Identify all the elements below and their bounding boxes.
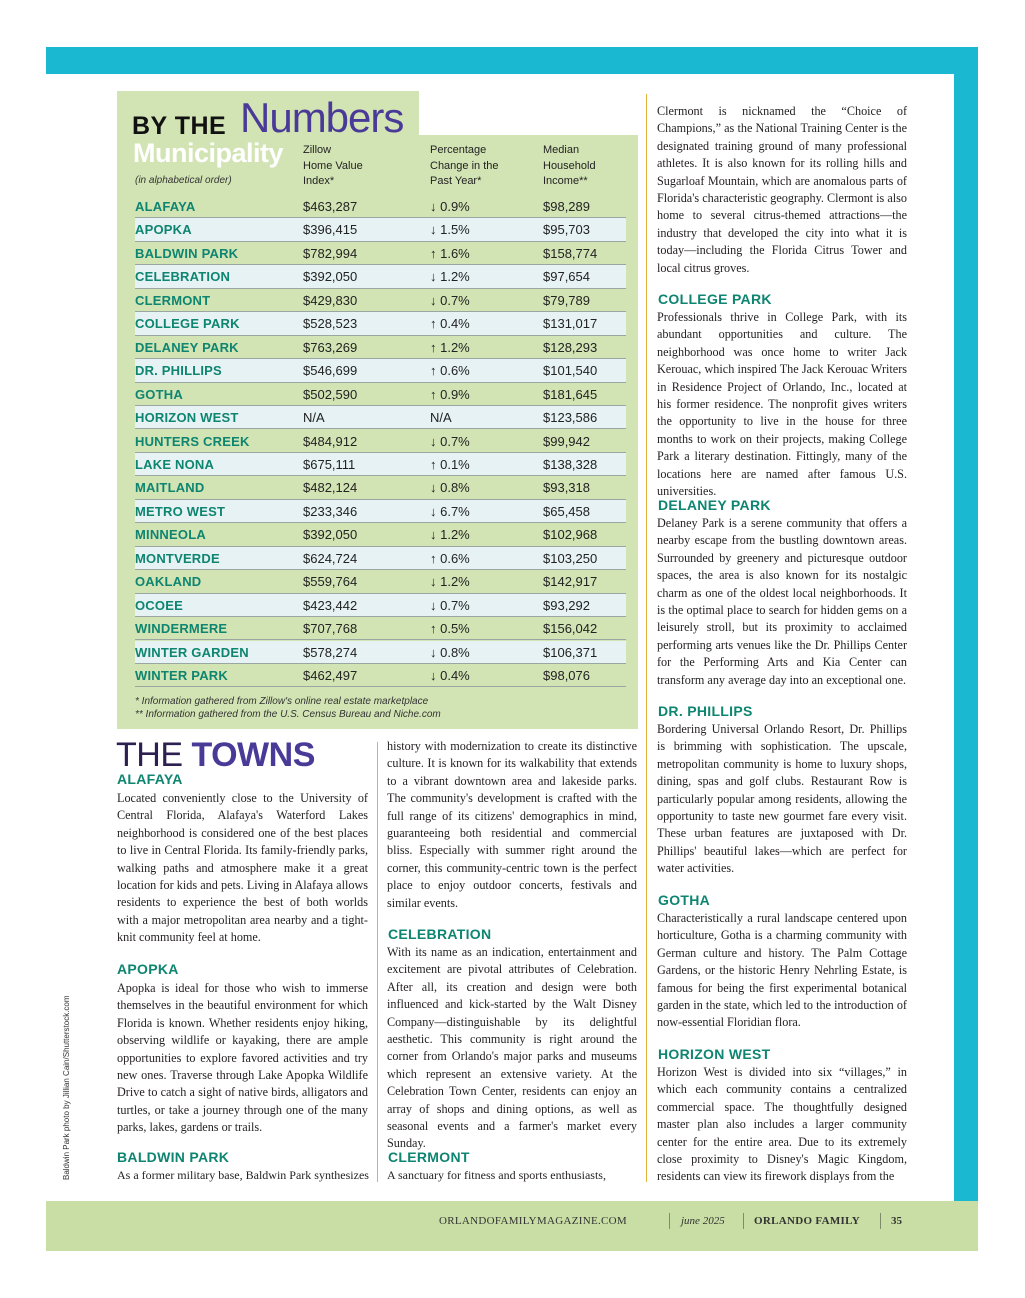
percent-change: ↑ 0.4%	[430, 316, 470, 332]
home-value-index: $462,497	[303, 668, 358, 683]
right-color-band	[954, 47, 978, 1213]
municipality-name: CLERMONT	[135, 292, 211, 308]
table-row	[135, 312, 626, 335]
home-value-index: $624,724	[303, 550, 358, 566]
percent-change: ↓ 1.2%	[430, 527, 470, 543]
pct-header-line: Percentage	[430, 144, 487, 156]
table-row	[135, 570, 626, 593]
footer-magazine-name: ORLANDO FAMILY	[754, 1215, 860, 1227]
table-row	[135, 523, 626, 546]
paragraph-dr-phillips: Bordering Universal Orlando Resort, Dr. Phillips is brimming with sophistication. The upscale, metropolitan community is home to luxury shops, dining, spas and golf clubs. Restaurant Row is particularly popular among residents, allowing the opportunity to taste new gourmet fare every visit. These urban features are juxtaposed with Dr. Phillips' beautiful lakes—which are perfect for water activities.	[657, 722, 907, 876]
section-heading-clermont: CLERMONT	[388, 1149, 470, 1165]
home-value-index: $233,346	[303, 503, 358, 519]
footer-issue: june 2025	[681, 1215, 725, 1227]
table-row	[135, 500, 626, 523]
median-income: $98,289	[543, 199, 590, 214]
percent-change: ↓ 0.7%	[430, 597, 470, 613]
municipality-name: APOPKA	[135, 222, 192, 238]
median-income: $95,703	[543, 222, 590, 238]
median-income: $98,076	[543, 668, 590, 683]
table-row	[135, 218, 626, 241]
median-income: $128,293	[543, 339, 598, 355]
footer-site: ORLANDOFAMILYMAGAZINE.COM	[439, 1215, 627, 1227]
section-heading-college-park: COLLEGE PARK	[658, 291, 772, 307]
towns-title-light: THE	[116, 736, 183, 774]
footer-page-number: 35	[891, 1215, 902, 1227]
percent-change: ↓ 0.8%	[430, 480, 470, 496]
section-heading-dr-phillips: DR. PHILLIPS	[658, 703, 753, 719]
home-value-index: $429,830	[303, 292, 358, 308]
median-income: $102,968	[543, 527, 598, 543]
paragraph-baldwin-park-start: As a former military base, Baldwin Park synthesizes	[117, 1168, 369, 1182]
pct-header-line: Past Year*	[430, 175, 482, 187]
median-income: $156,042	[543, 621, 598, 637]
municipality-name: DELANEY PARK	[135, 339, 239, 355]
paragraph-alafaya: Located conveniently close to the University of Central Florida, Alafaya's Waterford Lakes neighborhood is considered one of the best places to live in Central Florida. Its family-friendly parks, walking paths and atmosphere make it a great location for kids and pets. Living in Alafaya allows residents to experience the best of both worlds with a major metropolitan area nearby and a tight-knit community feel at home.	[117, 791, 368, 945]
municipality-name: COLLEGE PARK	[135, 316, 240, 332]
home-value-index: $482,124	[303, 480, 358, 496]
home-value-index: $392,050	[303, 269, 358, 285]
percent-change: ↑ 0.6%	[430, 363, 470, 379]
percent-change: ↑ 1.2%	[430, 339, 470, 355]
municipality-name: HUNTERS CREEK	[135, 433, 250, 449]
table-row	[135, 359, 626, 382]
municipality-name: WINTER PARK	[135, 668, 228, 683]
section-heading-baldwin-park: BALDWIN PARK	[117, 1149, 230, 1165]
table-row	[135, 594, 626, 617]
numbers-heading: Numbers	[240, 94, 404, 141]
table-row	[135, 195, 626, 218]
income-header-line: Median	[543, 144, 580, 156]
median-income: $103,250	[543, 550, 598, 566]
percent-change: ↓ 0.7%	[430, 433, 470, 449]
municipality-name: ALAFAYA	[135, 199, 196, 214]
percent-change: ↓ 0.9%	[430, 199, 470, 214]
paragraph-horizon-west: Horizon West is divided into six “villages,” in which each community contains a centralized commercial space. The thoughtfully designed master plan also includes a larger community center for the entire area. Due to its extremely close proximity to Disney's Magic Kingdom, residents can view its firework displays from the	[657, 1065, 907, 1184]
median-income: $99,942	[543, 433, 590, 449]
percent-change: N/A	[430, 410, 452, 426]
pct-header-line: Change in the	[430, 159, 499, 172]
median-income: $123,586	[543, 410, 598, 426]
table-row	[135, 383, 626, 406]
paragraph-celebration: With its name as an indication, entertainment and excitement are pivotal attributes of Celebration. After all, its creation and design were both influenced and kick-started by the Walt Disney Company—distinguishable by its delightful aesthetic. This community is right around the corner from Orlando's major parks and museums which represent an extensive variety. At the Celebration Town Center, residents can enjoy an array of shops and dining options, as well as seasonal events and a farmer's market every Sunday.	[387, 945, 637, 1151]
footer-divider	[743, 1213, 744, 1229]
percent-change: ↓ 0.4%	[430, 668, 470, 683]
column-header-pct-change	[430, 143, 499, 190]
municipality-name: WINTER GARDEN	[135, 644, 249, 660]
median-income: $93,292	[543, 597, 590, 613]
box-notch	[419, 91, 638, 135]
column-header-zhvi	[303, 143, 363, 190]
home-value-index: $396,415	[303, 222, 358, 238]
home-value-index: $707,768	[303, 621, 358, 637]
table-row	[135, 664, 626, 687]
paragraph-clermont-start: A sanctuary for fitness and sports enthusiasts,	[387, 1168, 606, 1182]
footnote-zillow: * Information gathered from Zillow's online real estate marketplace	[135, 696, 429, 707]
percent-change: ↓ 1.2%	[430, 574, 470, 590]
footer-divider	[669, 1213, 670, 1229]
table-row	[135, 547, 626, 570]
percent-change: ↑ 0.5%	[430, 621, 470, 637]
municipality-name: MONTVERDE	[135, 550, 220, 566]
table-row	[135, 265, 626, 288]
median-income: $65,458	[543, 503, 590, 519]
footnote-census: ** Information gathered from the U.S. Census Bureau and Niche.com	[135, 709, 441, 720]
home-value-index: $578,274	[303, 644, 358, 660]
municipality-name: HORIZON WEST	[135, 410, 239, 426]
table-row	[135, 430, 626, 453]
median-income: $79,789	[543, 292, 590, 308]
photo-credit: Baldwin Park photo by Jillian Cain/Shutterstock.com	[62, 995, 71, 1180]
section-heading-alafaya: ALAFAYA	[117, 771, 183, 787]
percent-change: ↑ 0.6%	[430, 550, 470, 566]
municipality-name: OCOEE	[135, 597, 183, 613]
median-income: $106,371	[543, 644, 598, 660]
percent-change: ↓ 1.5%	[430, 222, 470, 238]
home-value-index: $675,111	[303, 456, 356, 472]
towns-title	[116, 736, 315, 774]
percent-change: ↓ 0.8%	[430, 644, 470, 660]
percent-change: ↓ 6.7%	[430, 503, 470, 519]
column-divider	[646, 94, 647, 1182]
municipality-name: WINDERMERE	[135, 621, 228, 637]
median-income: $131,017	[543, 316, 598, 332]
median-income: $97,654	[543, 269, 590, 285]
towns-title-bold: TOWNS	[191, 736, 315, 774]
table-row	[135, 453, 626, 476]
home-value-index: $782,994	[303, 245, 358, 261]
municipality-name: MAITLAND	[135, 480, 205, 496]
home-value-index: N/A	[303, 410, 325, 426]
home-value-index: $546,699	[303, 363, 358, 379]
paragraph-delaney-park: Delaney Park is a serene community that offers a nearby escape from the bustling downtown areas. Surrounded by greenery and picturesque outdoor spaces, the area is also known for its nostalgic charm as one of the oldest local neighborhoods. It is the optimal place to search for hidden gems on a leisurely stroll, but its proximity to acclaimed performing arts venues like the Dr. Phillips Center for the Performing Arts and Kia Center can transform any average day into an exceptional one.	[657, 516, 907, 687]
paragraph-gotha: Characteristically a rural landscape centered upon horticulture, Gotha is a charming community with German culture and history. The Palm Cottage Gardens, or the historic Henry Nehrling Estate, is famous for being the first experimental botanical garden in the state, which led to the introduction of now-essential Floridian flora.	[657, 911, 907, 1030]
home-value-index: $502,590	[303, 386, 358, 402]
table-row	[135, 406, 626, 429]
zhvi-header-line: Home Value	[303, 159, 363, 172]
income-header-line: Income**	[543, 175, 588, 187]
municipality-subheading: Municipality	[133, 138, 284, 168]
section-heading-celebration: CELEBRATION	[388, 926, 492, 942]
paragraph-clermont-cont: Clermont is nicknamed the “Choice of Champions,” as the National Training Center is the designated training ground of many professional athletes. It is also known for its rolling hills and Sugarloaf Mountain, which are anomalous parts of Florida's characteristic geography. Clermont is also home to several citrus-themed attractions—the industry that developed the city into what it is today—including the Florida Citrus Tower and local citrus groves.	[657, 104, 907, 275]
section-heading-horizon-west: HORIZON WEST	[658, 1046, 771, 1062]
home-value-index: $392,050	[303, 527, 358, 543]
median-income: $158,774	[543, 245, 598, 261]
section-heading-apopka: APOPKA	[117, 961, 179, 977]
percent-change: ↑ 1.6%	[430, 245, 470, 261]
municipality-name: DR. PHILLIPS	[135, 363, 222, 379]
table-row	[135, 242, 626, 265]
municipality-name: CELEBRATION	[135, 269, 231, 285]
home-value-index: $463,287	[303, 199, 358, 214]
top-color-band	[46, 47, 978, 74]
percent-change: ↑ 0.9%	[430, 386, 470, 402]
home-value-index: $528,523	[303, 316, 358, 332]
table-row	[135, 476, 626, 499]
median-income: $93,318	[543, 480, 590, 496]
column-divider	[377, 742, 378, 1182]
paragraph-college-park: Professionals thrive in College Park, with its abundant opportunities and culture. The neighborhood was once home to writer Jack Kerouac, which inspired The Jack Kerouac Writers in Residence Project of Orlando, Inc., located at his former residence. The nonprofit gives writers the opportunity to live in the house for three months to work on their projects, making College Park a literary destination. Fittingly, many of the locations here are named after famous U.S. universities.	[657, 310, 907, 499]
section-heading-delaney-park: DELANEY PARK	[658, 497, 771, 513]
table-row	[135, 289, 626, 312]
median-income: $142,917	[543, 574, 598, 590]
column-header-income	[543, 143, 596, 190]
municipality-name: OAKLAND	[135, 574, 202, 590]
home-value-index: $763,269	[303, 339, 358, 355]
footer-divider	[880, 1213, 881, 1229]
municipality-name: LAKE NONA	[135, 456, 215, 472]
zhvi-header-line: Index*	[303, 175, 335, 187]
median-income: $181,645	[543, 386, 598, 402]
table-row	[135, 641, 626, 664]
section-heading-gotha: GOTHA	[658, 892, 711, 908]
table-row	[135, 617, 626, 640]
median-income: $101,540	[543, 363, 598, 379]
home-value-index: $559,764	[303, 574, 358, 590]
table-row	[135, 336, 626, 359]
paragraph-baldwin-park-cont: history with modernization to create its distinctive culture. It is known for its walkability that extends to a vibrant downtown area and lakeside parks. The community's development is crafted with the full range of its citizens' demographics in mind, guaranteeing both residential and commercial bliss. Especially with summer right around the corner, this community-centric town is the perfect place to enjoy outdoor concerts, festivals and similar events.	[387, 739, 637, 910]
zhvi-header-line: Zillow	[303, 144, 332, 156]
percent-change: ↓ 0.7%	[430, 292, 470, 308]
municipality-name: MINNEOLA	[135, 527, 206, 543]
median-income: $138,328	[543, 456, 598, 472]
paragraph-apopka: Apopka is ideal for those who wish to immerse themselves in the beautiful environment for which Florida is known. Whether residents enjoy hiking, observing wildlife or kayaking, there are ample opportunities to explore favored activities and try new ones. Traverse through Lake Apopka Wildlife Drive to catch a sight of native birds, alligators and turtles, or take a journey through one of the many parks, lakes, gardens or trails.	[117, 981, 368, 1135]
municipality-name: GOTHA	[135, 386, 183, 402]
order-note: (in alphabetical order)	[135, 175, 232, 186]
municipality-name: BALDWIN PARK	[135, 245, 239, 261]
municipality-name: METRO WEST	[135, 503, 226, 519]
percent-change: ↓ 1.2%	[430, 269, 470, 285]
home-value-index: $484,912	[303, 433, 358, 449]
income-header-line: Household	[543, 159, 596, 172]
by-the-label: BY THE	[132, 112, 227, 140]
home-value-index: $423,442	[303, 597, 358, 613]
percent-change: ↑ 0.1%	[430, 456, 470, 472]
